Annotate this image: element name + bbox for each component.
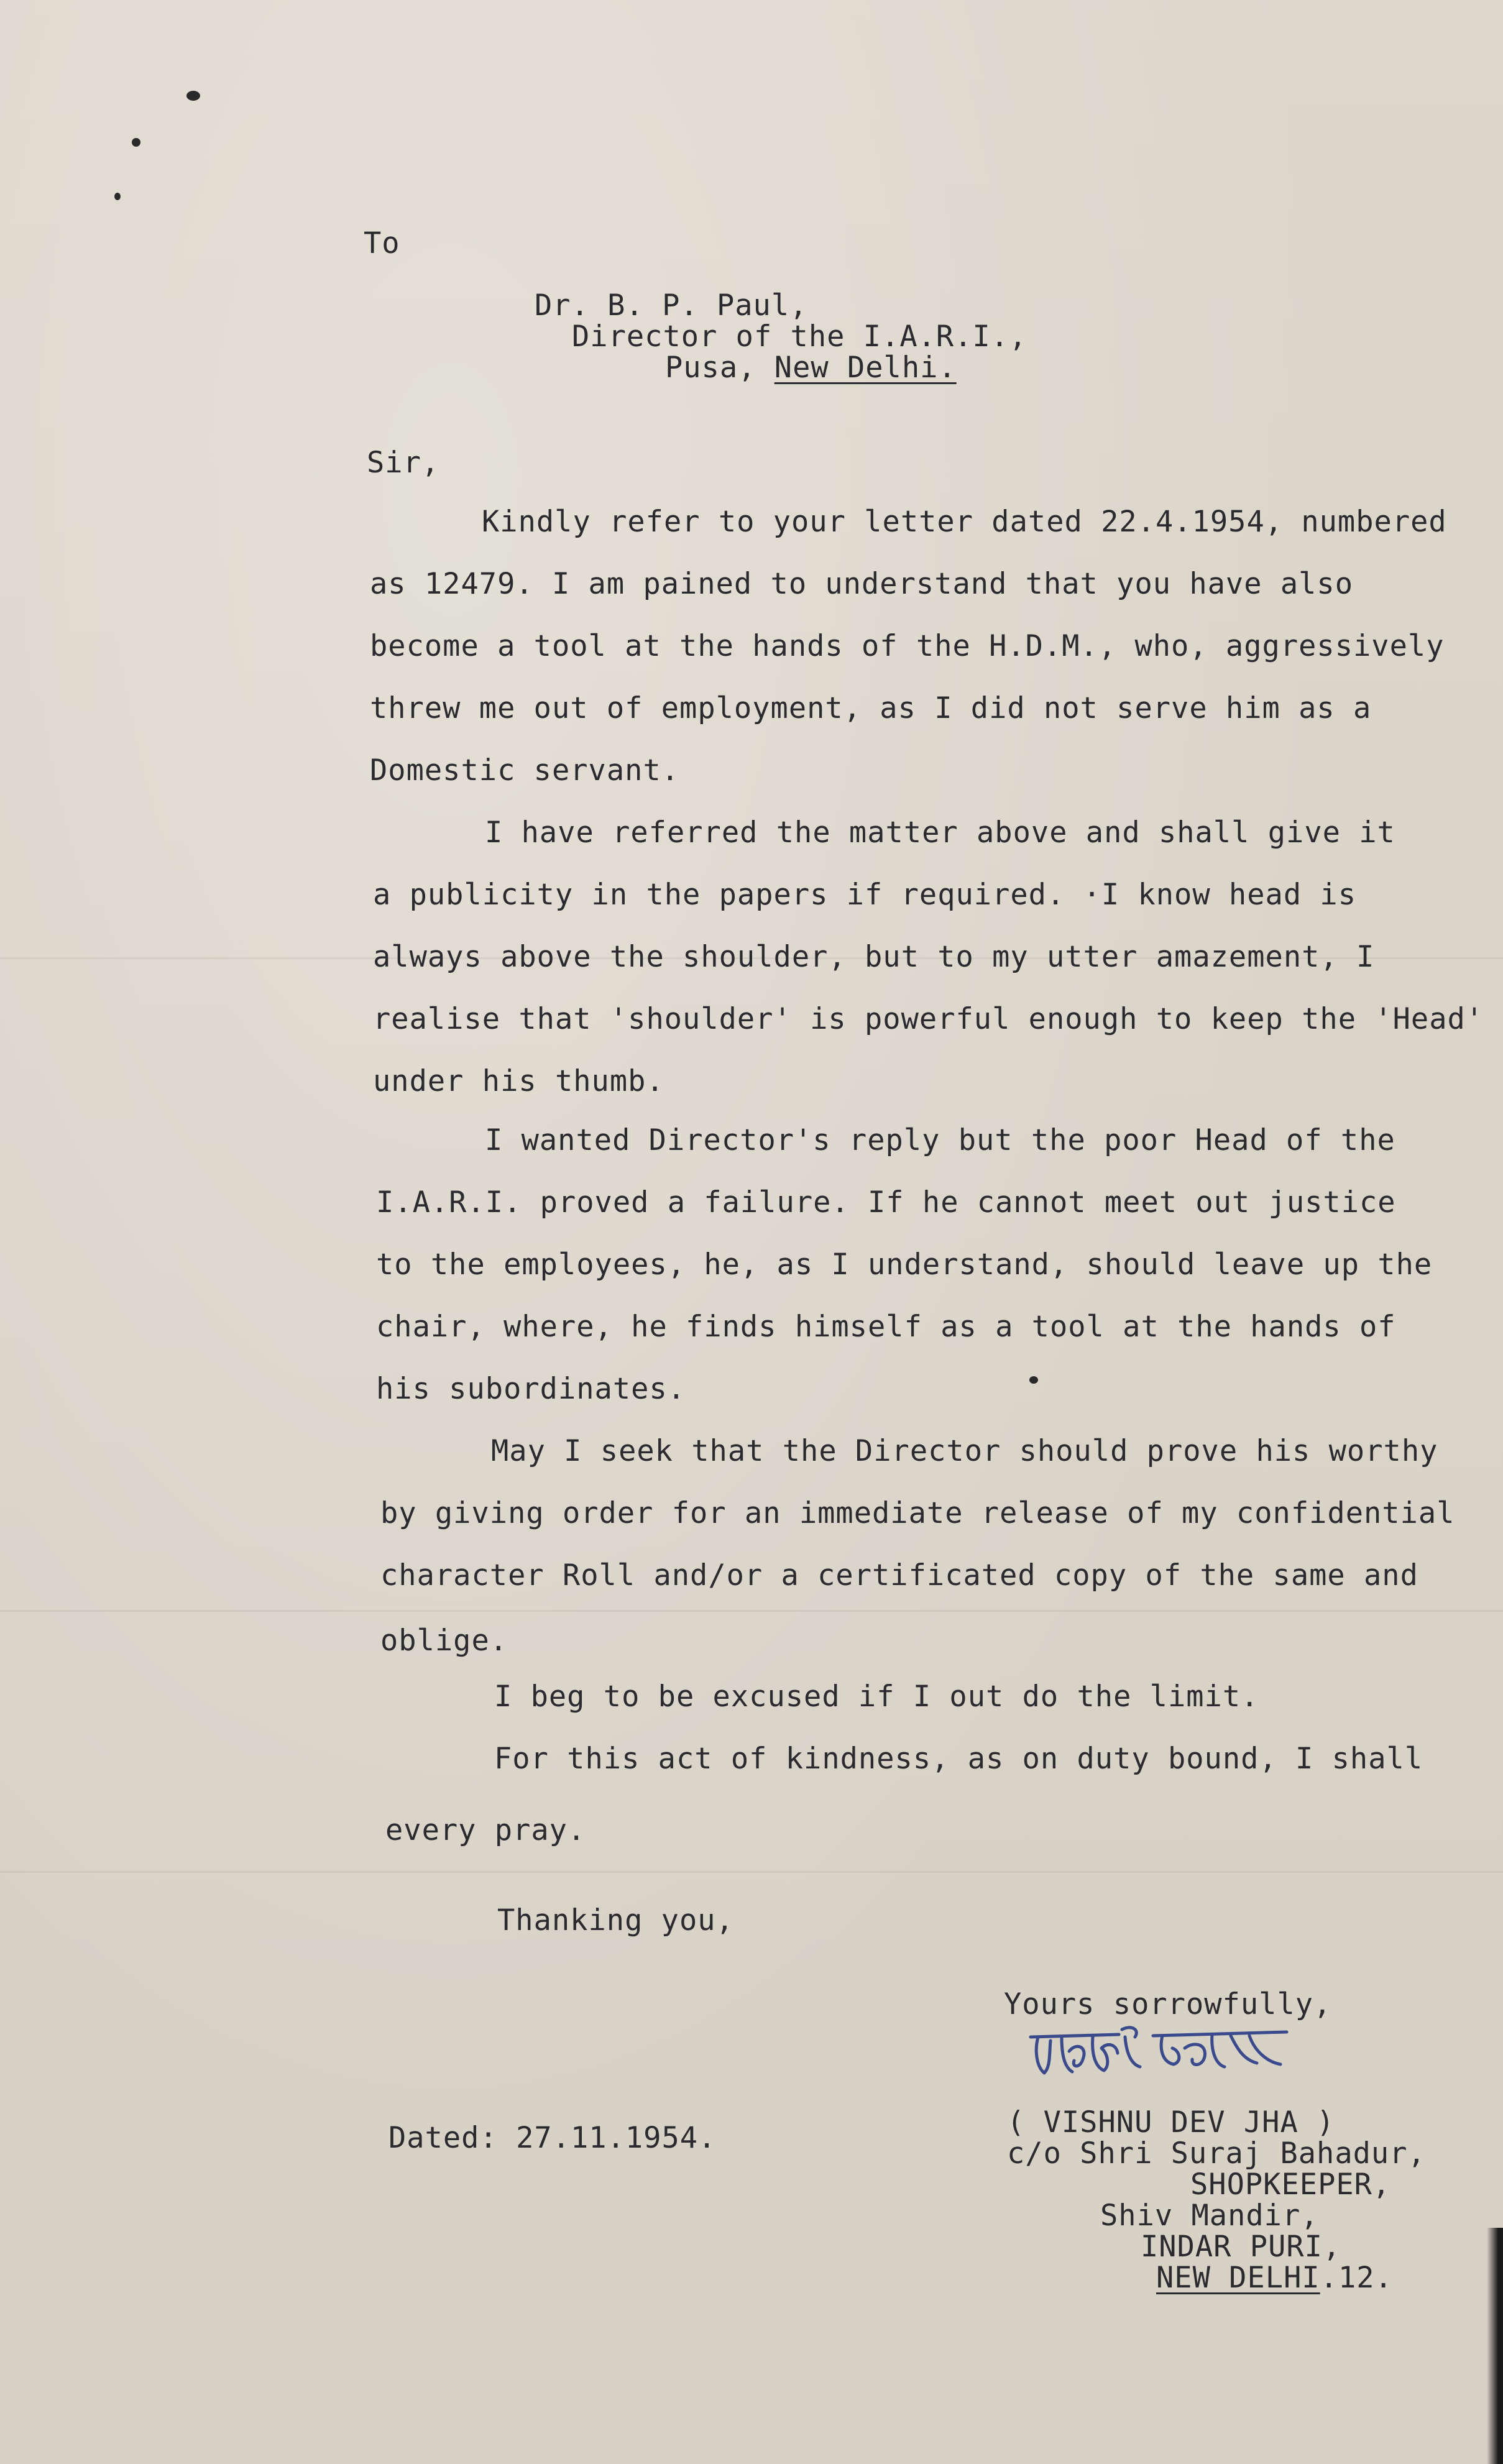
sender-occupation: SHOPKEEPER,	[1190, 2167, 1391, 2202]
paper-edge-shadow	[1487, 2228, 1503, 2464]
body-line: to the employees, he, as I understand, should leave up the	[376, 1248, 1433, 1282]
closing-line: Yours sorrowfully,	[1004, 1987, 1332, 2021]
body-line: as 12479. I am pained to understand that you have also	[370, 567, 1354, 601]
salutation-to: To	[364, 226, 400, 260]
body-line: I.A.R.I. proved a failure. If he cannot meet out justice	[376, 1185, 1396, 1220]
body-line: I beg to be excused if I out do the limit.	[494, 1680, 1259, 1714]
paper-crease	[0, 1871, 1503, 1873]
recipient-address-prefix: Pusa,	[665, 351, 774, 385]
body-line: oblige.	[380, 1624, 508, 1658]
body-line: I have referred the matter above and shall give it	[485, 816, 1395, 850]
greeting: Sir,	[367, 446, 440, 480]
body-line: May I seek that the Director should prove his worthy	[491, 1434, 1438, 1468]
paper-crease	[0, 1610, 1503, 1612]
recipient-address-city: New Delhi.	[774, 351, 957, 385]
sender-care-of: c/o Shri Suraj Bahadur,	[1007, 2136, 1426, 2171]
body-line: threw me out of employment, as I did not serve him as a	[370, 691, 1372, 725]
body-line: every pray.	[385, 1813, 586, 1847]
body-line: Domestic servant.	[370, 753, 680, 788]
sender-place: Shiv Mandir,	[1100, 2199, 1319, 2233]
body-line: Kindly refer to your letter dated 22.4.1954, numbered	[482, 505, 1447, 539]
recipient-title: Director of the I.A.R.I.,	[572, 319, 1027, 354]
body-line: a publicity in the papers if required. ·I know head is	[373, 878, 1357, 912]
body-line: I wanted Director's reply but the poor Head of the	[485, 1123, 1395, 1157]
letter-date: Dated: 27.11.1954.	[388, 2121, 717, 2155]
sender-pin: .12.	[1320, 2261, 1393, 2295]
ink-speck	[132, 138, 140, 147]
ink-speck	[114, 193, 121, 200]
body-line: chair, where, he finds himself as a tool at the hands of	[376, 1310, 1396, 1344]
body-line: always above the shoulder, but to my utter amazement, I	[373, 940, 1375, 974]
body-line: under his thumb.	[373, 1064, 664, 1098]
handwritten-signature	[1026, 2023, 1293, 2085]
sender-city: NEW DELHI	[1156, 2261, 1320, 2295]
sender-locality: INDAR PURI,	[1141, 2230, 1341, 2264]
thanks-line: Thanking you,	[497, 1903, 734, 1938]
sender-name: ( VISHNU DEV JHA )	[1007, 2105, 1335, 2140]
ink-speck	[1029, 1376, 1038, 1384]
recipient-name: Dr. B. P. Paul,	[535, 288, 808, 323]
body-line: become a tool at the hands of the H.D.M., who, aggressively	[370, 629, 1445, 663]
body-line: his subordinates.	[376, 1372, 686, 1406]
body-line: character Roll and/or a certificated copy of the same and	[380, 1558, 1418, 1593]
recipient-address	[665, 349, 957, 387]
body-line: For this act of kindness, as on duty bound, I shall	[494, 1742, 1423, 1776]
sender-city-line	[1156, 2259, 1393, 2297]
body-line: realise that 'shoulder' is powerful enough to keep the 'Head'	[373, 1002, 1484, 1036]
body-line: by giving order for an immediate release of my confidential	[380, 1496, 1455, 1530]
ink-speck	[186, 91, 200, 101]
